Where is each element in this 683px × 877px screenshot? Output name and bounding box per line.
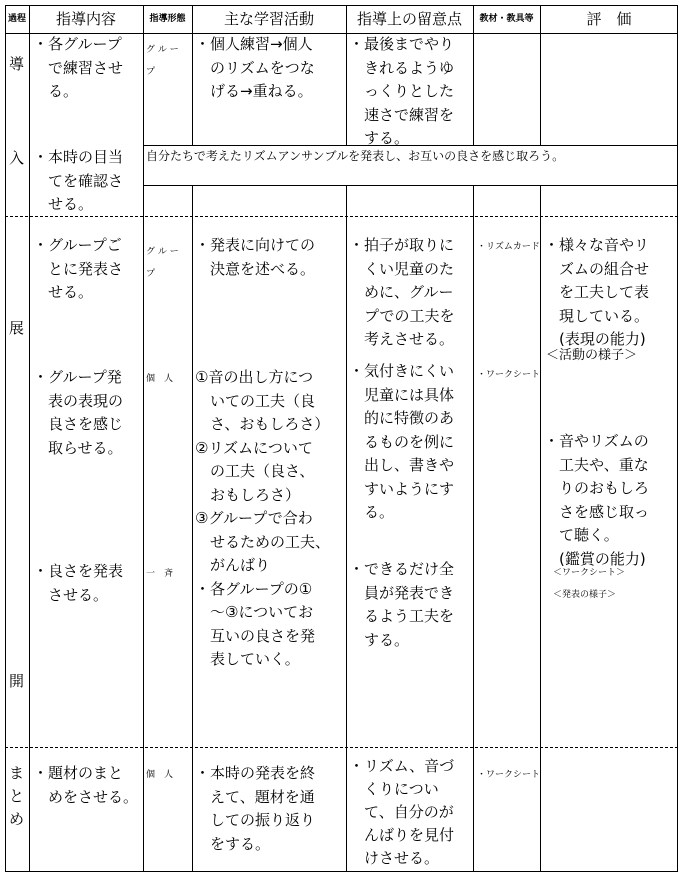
- summary-activity: ・本時の発表を終 えて、題材を通 しての振り返り をする。: [195, 764, 316, 853]
- col-line-5b: [473, 185, 474, 872]
- intro-activity-1: ・個人練習→個人 のリズムをつな げる→重ねる。: [195, 35, 315, 100]
- develop-form-1: グ ル ー プ: [146, 247, 179, 279]
- intro-content-1: ・各グループ で練習させ る。: [33, 35, 124, 100]
- intro-content-2: ・本時の目当 てを確認さ せる。: [33, 148, 124, 213]
- header-content: 指導内容: [55, 10, 116, 28]
- develop-content-3: ・良さを発表 させる。: [33, 562, 124, 604]
- header-stage: 過程: [7, 14, 26, 24]
- summary-notes: ・リズム、音づ くりについ て、自分のが んばりを見付 けさせる。: [349, 757, 455, 867]
- develop-form-2: 個 人: [146, 374, 174, 384]
- header-form: 指導形態: [149, 14, 186, 24]
- develop-notes-1: ・拍子が取りに くい児童のた めに、グルー プでの工夫を 考えさせる。: [349, 236, 455, 348]
- develop-activity-1: ・発表に向けての 決意を述べる。: [195, 236, 316, 278]
- stage-intro-2: 入: [9, 149, 25, 167]
- stage-summary: ま と め: [9, 764, 25, 828]
- lesson-goal: 自分たちで考えたリズムアンサンブルを発表し、お互いの良さを感じ取ろう。: [146, 149, 565, 163]
- summary-materials: ・ワークシート: [477, 770, 541, 780]
- col-line-1: [29, 5, 30, 872]
- develop-eval-2: ・音やリズムの 工夫や、重な りのおもしろ さを感じ取っ て聴く。 (鑑賞の能力): [544, 432, 650, 568]
- develop-notes-3: ・できるだけ全 員が発表でき るよう工夫を する。: [349, 560, 455, 649]
- develop-eval-1: ・様々な音やリ ズムの組合せ を工夫して表 現している。 (表現の能力): [544, 236, 650, 348]
- develop-eval-1-note: ＜活動の様子＞: [546, 348, 638, 363]
- col-line-4b: [346, 185, 347, 872]
- develop-materials-1: ・リズムカード: [477, 242, 540, 252]
- develop-summary-divider: [5, 747, 678, 748]
- intro-notes-1: ・最後までやり きれるようゆ っくりとした 速さで練習を する。: [349, 35, 455, 147]
- col-line-6b: [540, 185, 541, 872]
- goal-bottom-line: [143, 185, 678, 186]
- col-line-2: [143, 5, 144, 872]
- develop-content-2: ・グループ発 表の表現の 良さを感じ 取らせる。: [33, 368, 124, 457]
- develop-activity-2: ①音の出し方につ いての工夫（良 さ、おもしろさ） ②リズムについて の工夫（良さ、 おもしろさ） ③グループで合わ せるための工夫、 がんばり ・各グループの① ～③についてお 互いの良さを発 表していく。: [195, 368, 331, 668]
- header-materials: 教材・教具等: [479, 14, 534, 24]
- intro-form-1: グ ル ー プ: [146, 45, 179, 77]
- header-notes: 指導上の留意点: [356, 10, 462, 28]
- header-activity: 主な学習活動: [223, 10, 314, 28]
- col-line-3b: [192, 185, 193, 872]
- develop-notes-2: ・気付きにくい 児童には具体 的に特徴のあ るものを例に 出し、書きや すいようにす る。: [349, 362, 455, 521]
- summary-content: ・題材のまと めをさせる。: [33, 764, 139, 806]
- develop-form-3: 一 斉: [146, 569, 174, 579]
- stage-develop-2: 開: [9, 672, 25, 690]
- stage-intro-1: 導: [9, 55, 25, 73]
- lesson-plan-table: [5, 5, 678, 872]
- summary-form: 個 人: [146, 770, 174, 780]
- develop-content-1: ・グループご とに発表さ せる。: [33, 236, 124, 301]
- develop-eval-2-note-1: ＜ワークシート＞: [553, 568, 626, 578]
- stage-develop-1: 展: [9, 319, 25, 337]
- develop-eval-2-note-2: ＜発表の様子＞: [553, 590, 617, 600]
- header-eval: 評 価: [586, 10, 632, 28]
- develop-materials-2: ・ワークシート: [477, 370, 541, 380]
